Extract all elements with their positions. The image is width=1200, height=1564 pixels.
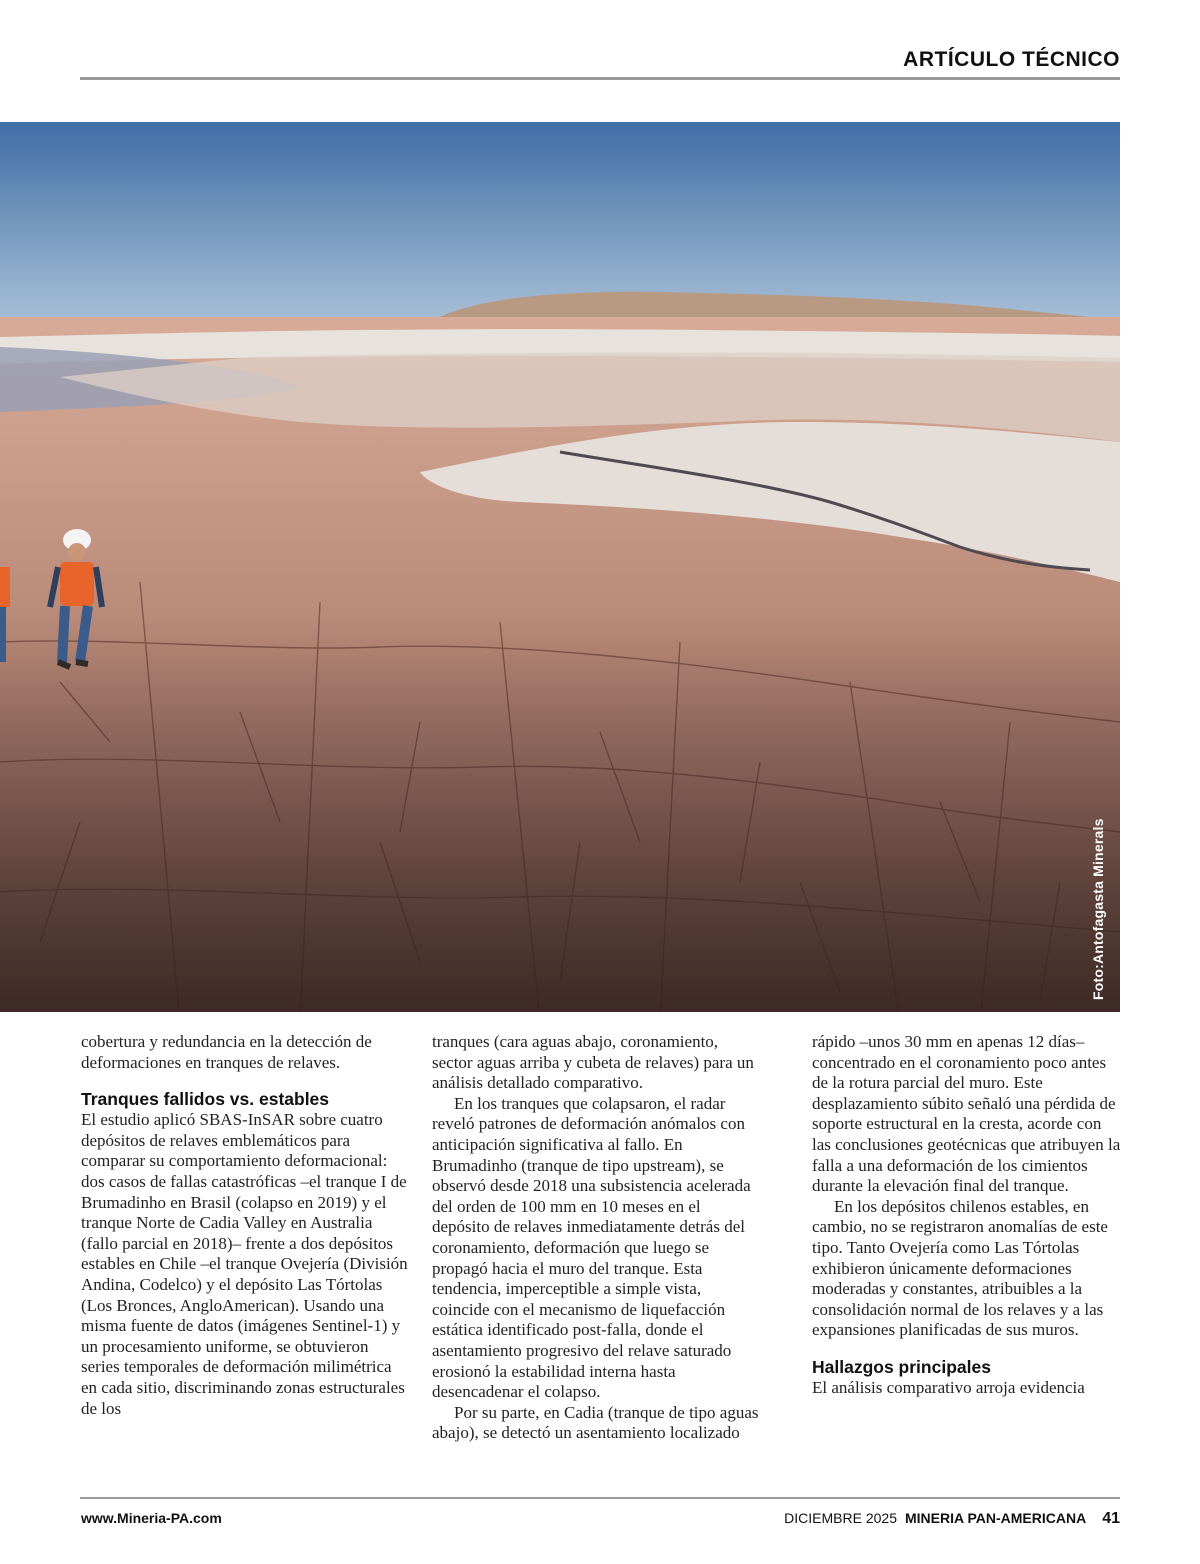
header-divider	[80, 77, 1120, 80]
paragraph: cobertura y redundancia en la detección de deformaciones en tranques de relaves.	[81, 1032, 372, 1072]
section-heading: Hallazgos principales	[812, 1356, 991, 1377]
page-number: 41	[1102, 1510, 1120, 1527]
paragraph: Por su parte, en Cadia (tranque de tipo aguas abajo), se detectó un asentamiento localizado	[432, 1402, 759, 1443]
footer-date: DICIEMBRE 2025	[784, 1510, 897, 1526]
paragraph: El estudio aplicó SBAS-InSAR sobre cuatro depósitos de relaves emblemáticos para comparar su comportamiento deformacional: dos casos de fallas catastróficas –el tranque I de Brumadinho en Brasil (colapso en 2019) y el tranque Norte de Cadia Valley en Australia (fallo parcial en 2018)– frente a dos depósitos estables en Chile –el tranque Ovejería (División Andina, Codelco) y el depósito Las Tórtolas (Los Bronces, AngloAmerican). Usando una misma fuente de datos (imágenes Sentinel-1) y un procesamiento uniforme, se obtuvieron series temporales de deformación milimétrica en cada sitio, discriminando zonas estructurales de los	[81, 1110, 408, 1418]
text-column-2	[432, 1032, 762, 1444]
paragraph: El análisis comparativo arroja evidencia	[812, 1377, 1085, 1397]
paragraph: En los tranques que colapsaron, el radar reveló patrones de deformación anómalos con anticipación significativa al fallo. En Brumadinho (tranque de tipo upstream), se observó desde 2018 una subsistencia acelerada del orden de 100 mm en 10 meses en el depósito de relaves inmediatamente detrás del coronamiento, deformación que luego se propagó hacia el muro del tranque. Esta tendencia, imperceptible a simple vista, coincide con el mecanismo de liquefacción estática identificado post-falla, donde el asentamiento progresivo del relave saturado erosionó la estabilidad interna hasta desencadenar el colapso.	[432, 1093, 751, 1402]
footer-url[interactable]: www.Mineria-PA.com	[81, 1510, 222, 1526]
photo-credit: Foto:Antofagasta Minerals	[1090, 818, 1106, 1000]
text-column-3	[812, 1032, 1122, 1399]
text-column-1	[81, 1032, 411, 1419]
footer-magazine: MINERIA PAN-AMERICANA	[904, 1510, 1087, 1526]
section-label: ARTÍCULO TÉCNICO	[903, 48, 1120, 71]
paragraph: tranques (cara aguas abajo, coronamiento, sector aguas arriba y cubeta de relaves) para un análisis detallado comparativo.	[432, 1032, 754, 1093]
section-heading: Tranques fallidos vs. estables	[81, 1089, 330, 1110]
paragraph: rápido –unos 30 mm en apenas 12 días– concentrado en el coronamiento poco antes de la rotura parcial del muro. Este desplazamiento súbito señaló una pérdida de soporte estructural en la cresta, acorde con las conclusiones geotécnicas que atribuyen la falla a una deformación de los cimientos durante la elevación final del tranque.	[812, 1032, 1121, 1196]
footer-divider	[80, 1497, 1120, 1499]
tailings-landscape-image	[0, 122, 1120, 1012]
paragraph: En los depósitos chilenos estables, en cambio, no se registraron anomalías de este tipo. Tanto Ovejería como Las Tórtolas exhibieron únicamente deformaciones moderadas y constantes, atribuibles a la consolidación normal de los relaves y a las expansiones planificadas de sus muros.	[812, 1196, 1108, 1340]
feature-photo	[0, 122, 1120, 1012]
footer-info	[784, 1510, 1120, 1528]
